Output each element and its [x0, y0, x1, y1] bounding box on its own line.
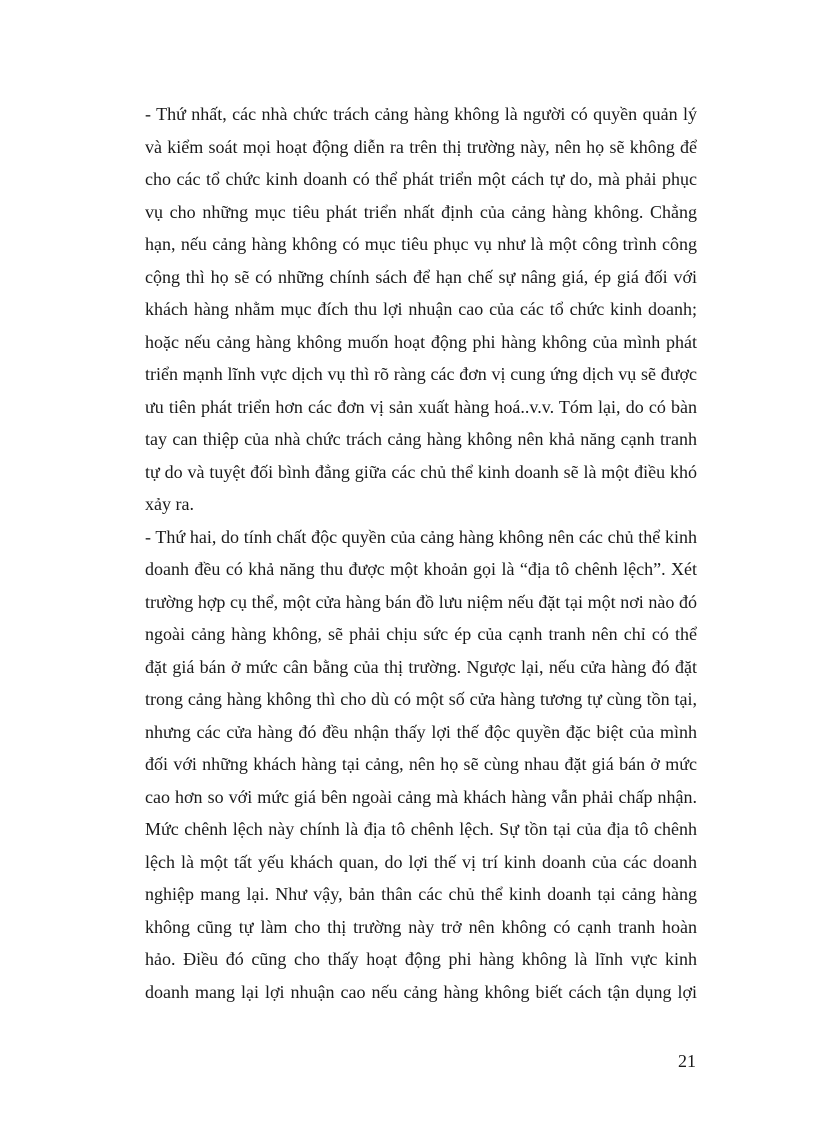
text-line: và kiểm soát mọi hoạt động diễn ra trên thị trường này, nên họ sẽ không để: [145, 136, 697, 157]
text-line: trong cảng hàng không thì cho dù có một số cửa hàng tương tự cùng tồn tại,: [145, 689, 697, 709]
text-line: khách hàng nhằm mục đích thu lợi nhuận cao của các tổ chức kinh doanh;: [145, 299, 697, 319]
text-line: cho các tổ chức kinh doanh có thể phát triển một cách tự do, mà phải phục: [145, 169, 697, 189]
text-line: tay can thiệp của nhà chức trách cảng hàng không nên khả năng cạnh tranh: [145, 429, 697, 449]
text-line: - Thứ nhất, các nhà chức trách cảng hàng không là người có quyền quản lý: [145, 104, 697, 124]
text-line: - Thứ hai, do tính chất độc quyền của cảng hàng không nên các chủ thể kinh: [145, 526, 697, 547]
text-line: ưu tiên phát triển hơn các đơn vị sản xuất hàng hoá..v.v. Tóm lại, do có bàn: [145, 396, 697, 417]
text-line: nghiệp mang lại. Như vậy, bản thân các chủ thể kinh doanh tại cảng hàng: [145, 884, 697, 904]
text-line: cao hơn so với mức giá bên ngoài cảng mà khách hàng vẫn phải chấp nhận.: [145, 786, 697, 807]
text-line: hảo. Điều đó cũng cho thấy hoạt động phi hàng không là lĩnh vực kinh: [145, 949, 697, 969]
text-line: đặt giá bán ở mức cân bằng của thị trường. Ngược lại, nếu cửa hàng đó đặt: [145, 656, 697, 677]
text-line: doanh mang lại lợi nhuận cao nếu cảng hàng không biết cách tận dụng lợi: [145, 981, 697, 1002]
text-line: lệch là một tất yếu khách quan, do lợi thế vị trí kinh doanh của các doanh: [145, 851, 697, 872]
text-line: ngoài cảng hàng không, sẽ phải chịu sức ép của cạnh tranh nên chỉ có thể: [145, 624, 697, 644]
text-line: xảy ra.: [145, 494, 194, 514]
text-line: nhưng các cửa hàng đó đều nhận thấy lợi thế độc quyền đặc biệt của mình: [145, 721, 697, 742]
text-line: hạn, nếu cảng hàng không có mục tiêu phục vụ như là một công trình công: [145, 234, 697, 254]
text-line: vụ cho những mục tiêu phát triển nhất định của cảng hàng không. Chẳng: [145, 201, 697, 222]
text-line: trường hợp cụ thể, một cửa hàng bán đồ lưu niệm nếu đặt tại một nơi nào đó: [145, 591, 697, 612]
text-line: hoặc nếu cảng hàng không muốn hoạt động phi hàng không của mình phát: [145, 331, 697, 352]
text-line: cộng thì họ sẽ có những chính sách để hạn chế sự nâng giá, ép giá đối với: [145, 266, 697, 287]
text-line: triển mạnh lĩnh vực dịch vụ thì rõ ràng các đơn vị cung ứng dịch vụ sẽ được: [145, 364, 697, 384]
body-text: [145, 98, 697, 1008]
page-number: 21: [678, 1051, 696, 1071]
text-line: đối với những khách hàng tại cảng, nên họ sẽ cùng nhau đặt giá bán ở mức: [145, 754, 697, 774]
text-line: doanh đều có khả năng thu được một khoản gọi là “địa tô chênh lệch”. Xét: [145, 559, 697, 579]
text-line: Mức chênh lệch này chính là địa tô chênh lệch. Sự tồn tại của địa tô chênh: [145, 819, 697, 839]
text-line: không cũng tự làm cho thị trường này trở nên không có cạnh tranh hoàn: [145, 916, 697, 937]
text-line: tự do và tuyệt đối bình đẳng giữa các chủ thể kinh doanh sẽ là một điều khó: [145, 461, 697, 482]
